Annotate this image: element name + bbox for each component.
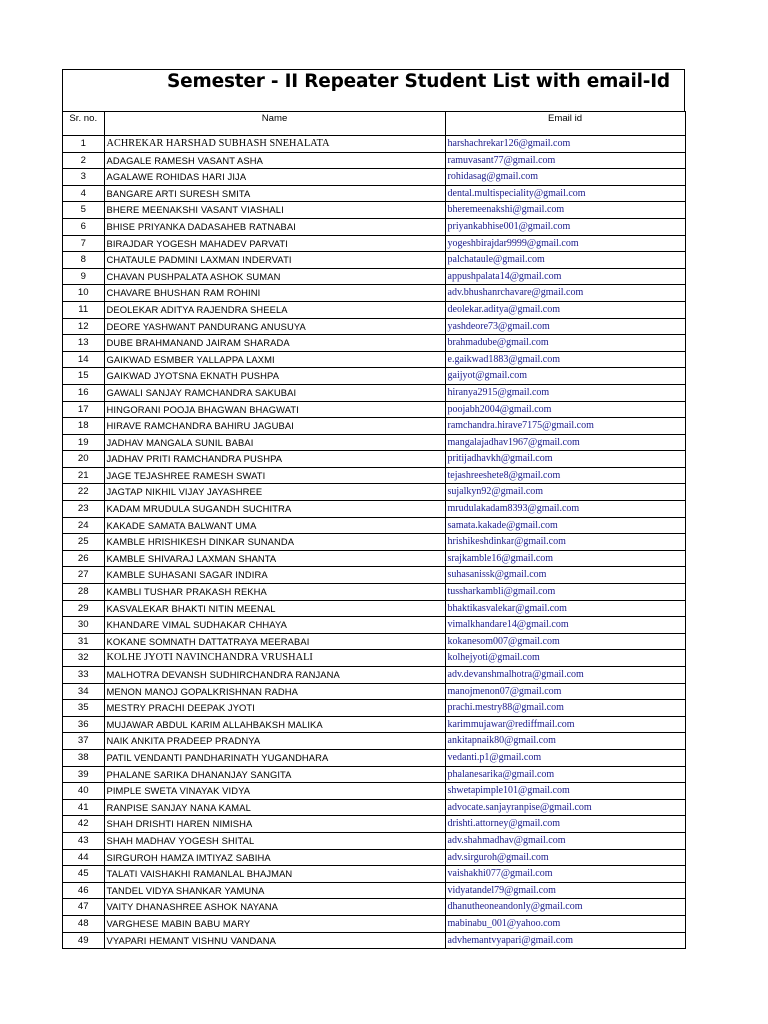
student-list-sheet xyxy=(62,69,685,949)
name-cell: PHALANE SARIKA DHANANJAY SANGITA xyxy=(104,766,445,783)
student-table xyxy=(63,111,686,949)
email-cell[interactable]: suhasanissk@gmail.com xyxy=(445,567,685,584)
email-cell[interactable]: dhanutheoneandonly@gmail.com xyxy=(445,899,685,916)
sr-no-cell: 46 xyxy=(63,882,104,899)
sr-no-cell: 37 xyxy=(63,733,104,750)
sr-no-cell: 43 xyxy=(63,832,104,849)
table-row xyxy=(63,202,685,219)
email-cell[interactable]: samata.kakade@gmail.com xyxy=(445,517,685,534)
table-row xyxy=(63,683,685,700)
name-cell: CHATAULE PADMINI LAXMAN INDERVATI xyxy=(104,252,445,269)
name-cell: GAWALI SANJAY RAMCHANDRA SAKUBAI xyxy=(104,384,445,401)
sr-no-cell: 13 xyxy=(63,335,104,352)
sr-no-cell: 33 xyxy=(63,667,104,684)
email-cell[interactable]: mabinabu_001@yahoo.com xyxy=(445,915,685,932)
email-cell[interactable]: bheremeenakshi@gmail.com xyxy=(445,202,685,219)
name-cell: GAIKWAD ESMBER YALLAPPA LAXMI xyxy=(104,351,445,368)
email-cell[interactable]: adv.shahmadhav@gmail.com xyxy=(445,832,685,849)
sr-no-cell: 7 xyxy=(63,235,104,252)
sr-no-cell: 45 xyxy=(63,866,104,883)
email-cell[interactable]: palchataule@gmail.com xyxy=(445,252,685,269)
table-row xyxy=(63,451,685,468)
table-row xyxy=(63,401,685,418)
table-row xyxy=(63,301,685,318)
table-row xyxy=(63,617,685,634)
name-cell: KAKADE SAMATA BALWANT UMA xyxy=(104,517,445,534)
sr-no-cell: 41 xyxy=(63,799,104,816)
name-cell: NAIK ANKITA PRADEEP PRADNYA xyxy=(104,733,445,750)
sr-no-cell: 21 xyxy=(63,467,104,484)
email-cell[interactable]: appushpalata14@gmail.com xyxy=(445,268,685,285)
sr-no-cell: 44 xyxy=(63,849,104,866)
sr-no-cell: 23 xyxy=(63,501,104,518)
table-row xyxy=(63,467,685,484)
email-cell[interactable]: mangalajadhav1967@gmail.com xyxy=(445,434,685,451)
table-row xyxy=(63,832,685,849)
email-cell[interactable]: manojmenon07@gmail.com xyxy=(445,683,685,700)
sr-no-cell: 28 xyxy=(63,584,104,601)
table-row xyxy=(63,882,685,899)
email-cell[interactable]: gaijyot@gmail.com xyxy=(445,368,685,385)
table-row xyxy=(63,484,685,501)
name-cell: HIRAVE RAMCHANDRA BAHIRU JAGUBAI xyxy=(104,418,445,435)
name-cell: HINGORANI POOJA BHAGWAN BHAGWATI xyxy=(104,401,445,418)
name-cell: BHISE PRIYANKA DADASAHEB RATNABAI xyxy=(104,218,445,235)
sr-no-cell: 20 xyxy=(63,451,104,468)
sr-no-cell: 49 xyxy=(63,932,104,949)
table-row xyxy=(63,368,685,385)
table-row xyxy=(63,418,685,435)
email-cell[interactable]: shwetapimple101@gmail.com xyxy=(445,783,685,800)
email-cell[interactable]: srajkamble16@gmail.com xyxy=(445,550,685,567)
sr-no-cell: 9 xyxy=(63,268,104,285)
sr-no-cell: 18 xyxy=(63,418,104,435)
name-cell: TALATI VAISHAKHI RAMANLAL BHAJMAN xyxy=(104,866,445,883)
email-cell[interactable]: prachi.mestry88@gmail.com xyxy=(445,700,685,717)
name-cell: JADHAV MANGALA SUNIL BABAI xyxy=(104,434,445,451)
name-cell: MUJAWAR ABDUL KARIM ALLAHBAKSH MALIKA xyxy=(104,716,445,733)
name-cell: SHAH MADHAV YOGESH SHITAL xyxy=(104,832,445,849)
sr-no-cell: 25 xyxy=(63,534,104,551)
sr-no-cell: 1 xyxy=(63,136,104,153)
email-cell[interactable]: vimalkhandare14@gmail.com xyxy=(445,617,685,634)
name-cell: CHAVAN PUSHPALATA ASHOK SUMAN xyxy=(104,268,445,285)
name-cell: JAGTAP NIKHIL VIJAY JAYASHREE xyxy=(104,484,445,501)
email-cell[interactable]: harshachrekar126@gmail.com xyxy=(445,136,685,153)
name-cell: KAMBLI TUSHAR PRAKASH REKHA xyxy=(104,584,445,601)
name-cell: GAIKWAD JYOTSNA EKNATH PUSHPA xyxy=(104,368,445,385)
sr-no-cell: 39 xyxy=(63,766,104,783)
table-header-row xyxy=(63,112,685,136)
sr-no-cell: 27 xyxy=(63,567,104,584)
table-row xyxy=(63,268,685,285)
table-row xyxy=(63,318,685,335)
table-row xyxy=(63,899,685,916)
sr-no-cell: 15 xyxy=(63,368,104,385)
name-cell: RANPISE SANJAY NANA KAMAL xyxy=(104,799,445,816)
name-cell: JAGE TEJASHREE RAMESH SWATI xyxy=(104,467,445,484)
table-row xyxy=(63,501,685,518)
email-cell[interactable]: hrishikeshdinkar@gmail.com xyxy=(445,534,685,551)
name-cell: KAMBLE SUHASANI SAGAR INDIRA xyxy=(104,567,445,584)
sr-no-cell: 19 xyxy=(63,434,104,451)
table-row xyxy=(63,849,685,866)
email-cell[interactable]: poojabh2004@gmail.com xyxy=(445,401,685,418)
table-row xyxy=(63,816,685,833)
name-cell: TANDEL VIDYA SHANKAR YAMUNA xyxy=(104,882,445,899)
name-cell: VAITY DHANASHREE ASHOK NAYANA xyxy=(104,899,445,916)
sr-no-cell: 8 xyxy=(63,252,104,269)
name-cell: BANGARE ARTI SURESH SMITA xyxy=(104,185,445,202)
email-cell[interactable]: priyankabhise001@gmail.com xyxy=(445,218,685,235)
name-cell: JADHAV PRITI RAMCHANDRA PUSHPA xyxy=(104,451,445,468)
sr-no-cell: 42 xyxy=(63,816,104,833)
table-row xyxy=(63,633,685,650)
name-cell: SHAH DRISHTI HAREN NIMISHA xyxy=(104,816,445,833)
sr-no-cell: 3 xyxy=(63,169,104,186)
table-row xyxy=(63,550,685,567)
name-cell: ADAGALE RAMESH VASANT ASHA xyxy=(104,152,445,169)
name-cell: BIRAJDAR YOGESH MAHADEV PARVATI xyxy=(104,235,445,252)
email-cell[interactable]: vedanti.p1@gmail.com xyxy=(445,749,685,766)
name-cell: BHERE MEENAKSHI VASANT VIASHALI xyxy=(104,202,445,219)
email-cell[interactable]: rohidasag@gmail.com xyxy=(445,169,685,186)
table-row xyxy=(63,749,685,766)
table-row xyxy=(63,235,685,252)
email-cell[interactable]: adv.sirguroh@gmail.com xyxy=(445,849,685,866)
header-sr-no: Sr. no. xyxy=(63,112,104,136)
email-cell[interactable]: tussharkambli@gmail.com xyxy=(445,584,685,601)
name-cell: KHANDARE VIMAL SUDHAKAR CHHAYA xyxy=(104,617,445,634)
name-cell: KOKANE SOMNATH DATTATRAYA MEERABAI xyxy=(104,633,445,650)
email-cell[interactable]: vidyatandel79@gmail.com xyxy=(445,882,685,899)
sr-no-cell: 36 xyxy=(63,716,104,733)
table-row xyxy=(63,252,685,269)
email-cell[interactable]: karimmujawar@rediffmail.com xyxy=(445,716,685,733)
table-row xyxy=(63,584,685,601)
table-row xyxy=(63,152,685,169)
table-row xyxy=(63,915,685,932)
sr-no-cell: 16 xyxy=(63,384,104,401)
name-cell: KAMBLE HRISHIKESH DINKAR SUNANDA xyxy=(104,534,445,551)
table-row xyxy=(63,766,685,783)
name-cell: MALHOTRA DEVANSH SUDHIRCHANDRA RANJANA xyxy=(104,667,445,684)
email-cell[interactable]: pritijadhavkh@gmail.com xyxy=(445,451,685,468)
sr-no-cell: 10 xyxy=(63,285,104,302)
sr-no-cell: 4 xyxy=(63,185,104,202)
sr-no-cell: 34 xyxy=(63,683,104,700)
email-cell[interactable]: brahmadube@gmail.com xyxy=(445,335,685,352)
name-cell: MESTRY PRACHI DEEPAK JYOTI xyxy=(104,700,445,717)
table-row xyxy=(63,136,685,153)
sr-no-cell: 24 xyxy=(63,517,104,534)
email-cell[interactable]: advocate.sanjayranpise@gmail.com xyxy=(445,799,685,816)
sr-no-cell: 12 xyxy=(63,318,104,335)
name-cell: VARGHESE MABIN BABU MARY xyxy=(104,915,445,932)
email-cell[interactable]: phalanesarika@gmail.com xyxy=(445,766,685,783)
sr-no-cell: 38 xyxy=(63,749,104,766)
table-row xyxy=(63,335,685,352)
email-cell[interactable]: drishti.attorney@gmail.com xyxy=(445,816,685,833)
table-row xyxy=(63,866,685,883)
name-cell: DEORE YASHWANT PANDURANG ANUSUYA xyxy=(104,318,445,335)
email-cell[interactable]: ramuvasant77@gmail.com xyxy=(445,152,685,169)
email-cell[interactable]: ankitapnaik80@gmail.com xyxy=(445,733,685,750)
table-row xyxy=(63,667,685,684)
table-row xyxy=(63,567,685,584)
email-cell[interactable]: yashdeore73@gmail.com xyxy=(445,318,685,335)
table-row xyxy=(63,932,685,949)
sr-no-cell: 11 xyxy=(63,301,104,318)
name-cell: VYAPARI HEMANT VISHNU VANDANA xyxy=(104,932,445,949)
sr-no-cell: 32 xyxy=(63,650,104,667)
table-row xyxy=(63,733,685,750)
table-row xyxy=(63,700,685,717)
sr-no-cell: 47 xyxy=(63,899,104,916)
email-cell[interactable]: advhemantvyapari@gmail.com xyxy=(445,932,685,949)
page-title: Semester - II Repeater Student List with email-Id xyxy=(167,71,670,92)
name-cell: KADAM MRUDULA SUGANDH SUCHITRA xyxy=(104,501,445,518)
name-cell: KASVALEKAR BHAKTI NITIN MEENAL xyxy=(104,600,445,617)
table-row xyxy=(63,185,685,202)
header-name: Name xyxy=(104,112,445,136)
email-cell[interactable]: deolekar.aditya@gmail.com xyxy=(445,301,685,318)
table-row xyxy=(63,169,685,186)
title-row xyxy=(63,70,685,111)
table-row xyxy=(63,783,685,800)
sr-no-cell: 5 xyxy=(63,202,104,219)
name-cell: KOLHE JYOTI NAVINCHANDRA VRUSHALI xyxy=(104,650,445,667)
sr-no-cell: 40 xyxy=(63,783,104,800)
table-body xyxy=(63,136,685,949)
name-cell: PATIL VENDANTI PANDHARINATH YUGANDHARA xyxy=(104,749,445,766)
email-cell[interactable]: vaishakhi077@gmail.com xyxy=(445,866,685,883)
table-row xyxy=(63,351,685,368)
table-row xyxy=(63,650,685,667)
name-cell: SIRGUROH HAMZA IMTIYAZ SABIHA xyxy=(104,849,445,866)
name-cell: KAMBLE SHIVARAJ LAXMAN SHANTA xyxy=(104,550,445,567)
table-row xyxy=(63,716,685,733)
email-cell[interactable]: hiranya2915@gmail.com xyxy=(445,384,685,401)
table-row xyxy=(63,434,685,451)
name-cell: AGALAWE ROHIDAS HARI JIJA xyxy=(104,169,445,186)
table-row xyxy=(63,534,685,551)
sr-no-cell: 35 xyxy=(63,700,104,717)
email-cell[interactable]: bhaktikasvalekar@gmail.com xyxy=(445,600,685,617)
name-cell: CHAVARE BHUSHAN RAM ROHINI xyxy=(104,285,445,302)
name-cell: MENON MANOJ GOPALKRISHNAN RADHA xyxy=(104,683,445,700)
email-cell[interactable]: sujalkyn92@gmail.com xyxy=(445,484,685,501)
email-cell[interactable]: yogeshbirajdar9999@gmail.com xyxy=(445,235,685,252)
email-cell[interactable]: ramchandra.hirave7175@gmail.com xyxy=(445,418,685,435)
email-cell[interactable]: dental.multispeciality@gmail.com xyxy=(445,185,685,202)
sr-no-cell: 26 xyxy=(63,550,104,567)
email-cell[interactable]: tejashreeshete8@gmail.com xyxy=(445,467,685,484)
email-cell[interactable]: kolhejyoti@gmail.com xyxy=(445,650,685,667)
sr-no-cell: 30 xyxy=(63,617,104,634)
name-cell: ACHREKAR HARSHAD SUBHASH SNEHALATA xyxy=(104,136,445,153)
sr-no-cell: 31 xyxy=(63,633,104,650)
name-cell: DUBE BRAHMANAND JAIRAM SHARADA xyxy=(104,335,445,352)
email-cell[interactable]: e.gaikwad1883@gmail.com xyxy=(445,351,685,368)
sr-no-cell: 29 xyxy=(63,600,104,617)
header-email: Email id xyxy=(445,112,685,136)
sr-no-cell: 2 xyxy=(63,152,104,169)
email-cell[interactable]: adv.bhushanrchavare@gmail.com xyxy=(445,285,685,302)
sr-no-cell: 48 xyxy=(63,915,104,932)
table-row xyxy=(63,218,685,235)
email-cell[interactable]: adv.devanshmalhotra@gmail.com xyxy=(445,667,685,684)
sr-no-cell: 17 xyxy=(63,401,104,418)
sr-no-cell: 6 xyxy=(63,218,104,235)
table-row xyxy=(63,517,685,534)
name-cell: PIMPLE SWETA VINAYAK VIDYA xyxy=(104,783,445,800)
email-cell[interactable]: mrudulakadam8393@gmail.com xyxy=(445,501,685,518)
sr-no-cell: 22 xyxy=(63,484,104,501)
table-row xyxy=(63,600,685,617)
name-cell: DEOLEKAR ADITYA RAJENDRA SHEELA xyxy=(104,301,445,318)
table-row xyxy=(63,285,685,302)
sr-no-cell: 14 xyxy=(63,351,104,368)
table-row xyxy=(63,384,685,401)
email-cell[interactable]: kokanesom007@gmail.com xyxy=(445,633,685,650)
table-row xyxy=(63,799,685,816)
